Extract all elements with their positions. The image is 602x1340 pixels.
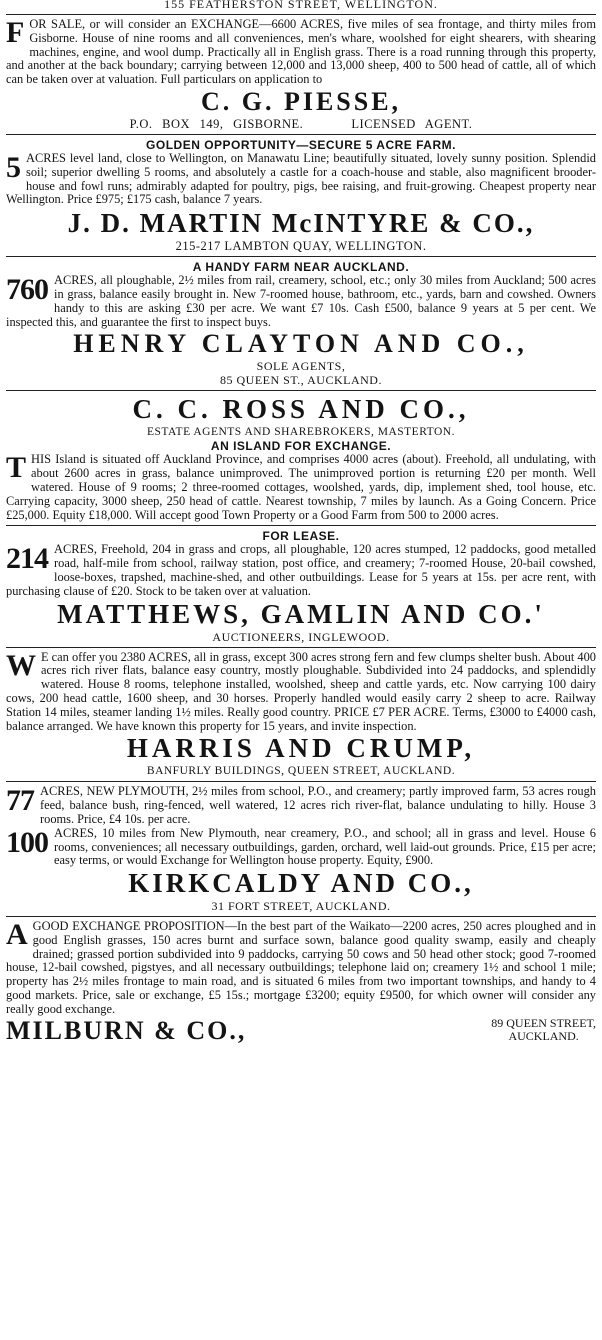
- ad-body: FOR SALE, or will consider an EXCHANGE—6600 ACRES, five miles of sea frontage, and thirty miles from Gisborne. House of nine rooms and all conveniences, men's whare, woolshed for eight shearers, with shearing machines, engine, and wool dump. Practically all in English grass. There is a road running through this property, and another at the back boundary; carrying between 12,000 and 13,000 sheep, 400 to 500 head of cattle, all of which can be taken over at valuation. Full particulars on application to: [6, 16, 596, 87]
- agent-role: SOLE AGENTS,: [256, 359, 346, 374]
- ad-mcintyre: [6, 138, 596, 253]
- agent-name: HARRIS AND CRUMP,: [126, 733, 476, 764]
- ad-body: AGOOD EXCHANGE PROPOSITION—In the best part of the Waikato—2200 acres, 250 acres ploughed and in good English grasses, 150 acres burnt and surface sown, balance good quality swamp, easily and cheaply drained; grassed portion subdivided into 9 paddocks, carrying 50 cows and 50 head other stock; good 7-roomed house, 12-bail cowshed, pigstyes, and all necessary outbuildings; telephone laid on; creamery 1½ and school 1 mile; property has 2½ miles frontage to main road, and is situated 6 miles from two important townships, and handy to 4 good markets. Price, sale or exchange, £5 15s.; mortgage £3200; equity £9500, for which owner will consider any really good exchange.: [6, 918, 596, 1016]
- acreage-number: 214: [6, 542, 48, 576]
- divider: [6, 647, 596, 648]
- drop-cap: A: [6, 918, 28, 952]
- agent-address: 85 QUEEN ST., AUCKLAND.: [220, 373, 382, 388]
- agent-address: 89 QUEEN STREET, AUCKLAND.: [491, 1015, 596, 1043]
- divider: [6, 916, 596, 917]
- ad-new-plymouth-77: [6, 785, 596, 826]
- agent-name: KIRKCALDY AND CO.,: [128, 868, 474, 899]
- ad-body: 5 ACRES level land, close to Wellington, on Manawatu Line; beautifully situated, lovely sunny position. Splendid soil; superior dwelling 5 rooms, and absolutely a castle for a coach-house and stable, also magnificent brooder-house and fowl runs; admirably adapted for poultry, pigs, bee raising, and fruit-growing. Cheapest property near Wellington. Price £975; £175 cash, balance 7 years.: [6, 150, 596, 207]
- divider: [6, 256, 596, 257]
- divider: [6, 14, 596, 15]
- ad-harris: [6, 648, 596, 779]
- ad-heading: FOR LEASE.: [262, 529, 340, 544]
- agent-name: C. G. PIESSE,: [200, 86, 402, 116]
- divider: [6, 781, 596, 782]
- agent-subtitle: ESTATE AGENTS AND SHAREBROKERS, MASTERTON.: [147, 426, 455, 439]
- agent-address: P.O. BOX 149, GISBORNE. LICENSED AGENT.: [129, 116, 473, 131]
- ad-matthews: [6, 529, 596, 643]
- ad-milburn: [6, 920, 596, 1045]
- top-address: 155 FEATHERSTON STREET, WELLINGTON.: [164, 0, 438, 11]
- ad-body: 760 ACRES, all ploughable, 2½ miles from rail, creamery, school, etc.; only 30 miles from Auckland; 500 acres in grass, balance easily brought in. New 7-roomed house, bathroom, etc., yards, barn and cowshed. Owners handy to this are asking £30 per acre. We want £7 10s. Cash £500, balance 9 years at 5 per cent. We inspected this, and guarantee the first to inspect buys.: [6, 273, 596, 329]
- ad-clayton: [6, 260, 596, 387]
- drop-cap: F: [6, 16, 25, 49]
- agent-subtitle: 31 FORT STREET, AUCKLAND.: [211, 899, 391, 914]
- ad-heading: A HANDY FARM NEAR AUCKLAND.: [192, 260, 410, 275]
- ad-body: W E can offer you 2380 ACRES, all in grass, except 300 acres strong fern and few clumps shelter bush. About 400 acres rich river flats, balance easy country, mostly ploughable. Subdivided into 24 paddocks, and splendidly watered. House 8 rooms, telephone installed, woolshed, sheep and cattle yards, etc. Now carrying 100 dairy cows, 200 head cattle, 1600 sheep, and 30 horses. Properly handled would easily carry 2 sheep to acre. Railway Station 14 miles, steamer landing 1½ miles. Really good country. PRICE £7 PER ACRE. Terms, £3000 to £4000 cash, balance arranged. We have known this property for 15 years, and invite inspection.: [6, 648, 596, 733]
- ad-heading: GOLDEN OPPORTUNITY—SECURE 5 ACRE FARM.: [146, 137, 456, 152]
- acreage-number: 760: [6, 273, 48, 307]
- agent-name: MILBURN & CO.,: [6, 1015, 247, 1045]
- ad-body: THIS Island is situated off Auckland Province, and comprises 4000 acres (about). Freehold, all undulating, with about 2600 acres in grass, balance unimproved. The unimproved portion is returning £20 per month. Well watered. House of 9 rooms; 2 three-roomed cottages, woolshed, yards, dip, implement shed, tool house, etc. Carrying capacity, 3000 sheep, 250 head of cattle. Nearest township, 7 miles by launch. As a Going Concern. Price £25,000. Equity £18,000. Will accept good Town Property or a Good Farm from 500 to 2000 acres.: [6, 451, 596, 522]
- ad-body: 100 ACRES, 10 miles from New Plymouth, near creamery, P.O., and school; all in grass and level. House 6 rooms, conveniences; all necessary outbuildings, garden, orchard, well laid-out grounds. Price, £15 per acre; easy terms, or would Exchange for Wellington house property. Equity, £900.: [6, 825, 596, 868]
- agent-name: HENRY CLAYTON AND CO.,: [73, 329, 529, 359]
- ad-body: 77 ACRES, NEW PLYMOUTH, 2½ miles from school, P.O., and creamery; partly improved farm, 53 acres rough feed, balance bush, ring-fenced, well watered, 12 acres rich river-flat, balance undulating to hilly. House 3 rooms. Price, £4 10s. per acre.: [6, 784, 596, 826]
- agent-name: MATTHEWS, GAMLIN AND CO.': [57, 598, 545, 629]
- divider: [6, 525, 596, 526]
- acreage-number: 5: [6, 150, 20, 184]
- ad-heading: AN ISLAND FOR EXCHANGE.: [210, 439, 392, 454]
- drop-cap: T: [6, 451, 27, 485]
- divider: [6, 134, 596, 135]
- acreage-number: 77: [6, 784, 34, 818]
- agent-address: 215-217 LAMBTON QUAY, WELLINGTON.: [175, 239, 427, 254]
- divider: [6, 390, 596, 391]
- drop-cap: W: [6, 648, 36, 682]
- agent-name: C. C. ROSS AND CO.,: [132, 394, 470, 425]
- ad-piesse: [6, 18, 596, 131]
- agent-subtitle: BANFURLY BUILDINGS, QUEEN STREET, AUCKLAND.: [146, 765, 456, 778]
- acreage-number: 100: [6, 825, 48, 859]
- ad-ross: [6, 394, 596, 522]
- agent-footer: [6, 1017, 596, 1045]
- agent-subtitle: AUCTIONEERS, INGLEWOOD.: [212, 629, 390, 644]
- ad-kirkcaldy: [6, 827, 596, 913]
- agent-name: J. D. MARTIN McINTYRE & CO.,: [67, 208, 535, 239]
- ad-body: 214 ACRES, Freehold, 204 in grass and crops, all ploughable, 120 acres stumped, 12 paddocks, good metalled road, half-mile from school, railway station, post office, and creamery; 7-roomed House, 20-bail cowshed, loose-boxes, trapshed, machine-shed, and other outbuildings. Lease for 5 years at 15s. per acre rent, with purchasing clause of £20. Stock to be taken over at valuation.: [6, 542, 596, 598]
